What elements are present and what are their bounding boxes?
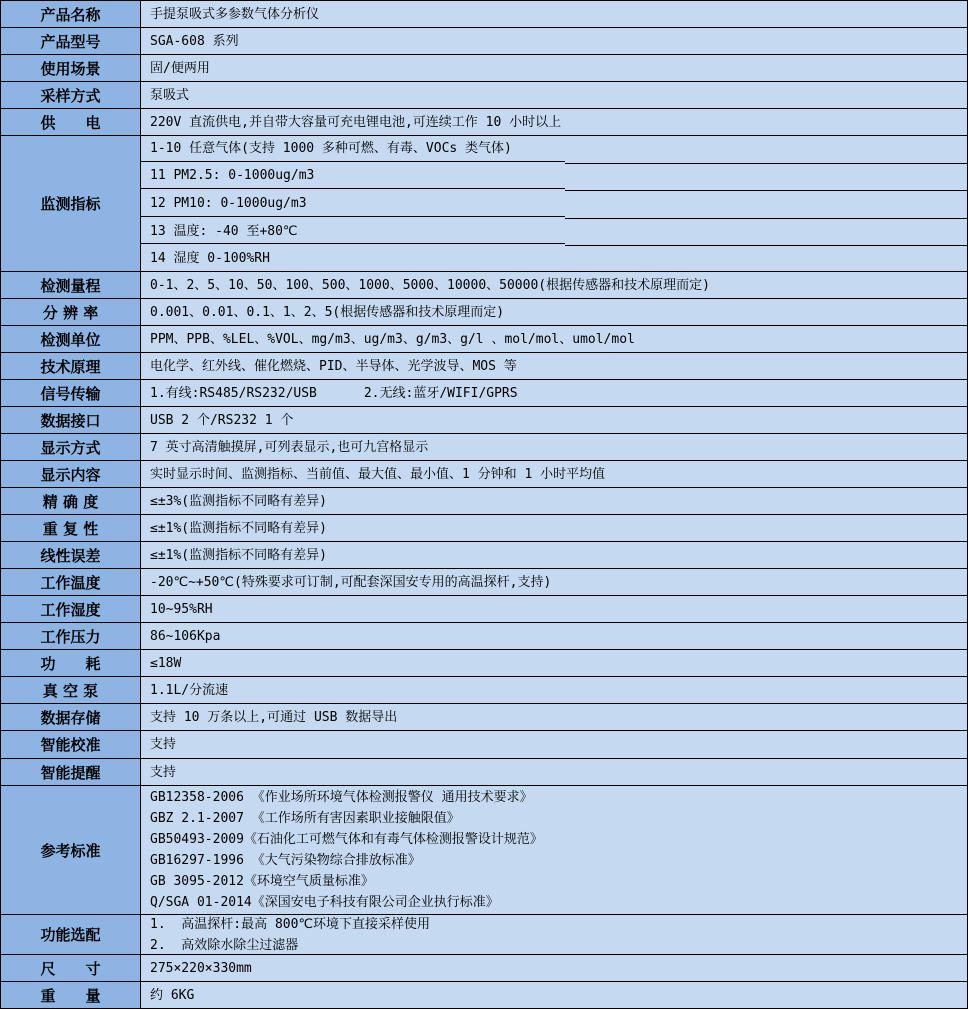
row-value: [141, 542, 967, 568]
row-label: 功 耗: [1, 650, 141, 676]
row-value-line: ≤18W: [150, 655, 182, 671]
table-row: [1, 569, 967, 596]
table-row: [1, 915, 967, 955]
row-value-line: 220V 直流供电,并自带大容量可充电锂电池,可连续工作 10 小时以上: [150, 114, 562, 130]
row-value-line: ≤±1%(监测指标不同略有差异): [150, 547, 327, 563]
row-value: [141, 407, 967, 433]
table-row: [1, 461, 967, 488]
row-label: 真 空 泵: [1, 677, 141, 703]
row-value-line: 275×220×330mm: [150, 960, 252, 976]
row-value: [141, 461, 967, 487]
divider-left-segment: [141, 243, 565, 244]
row-value-line: Q/SGA 01-2014《深国安电子科技有限公司企业执行标准》: [150, 895, 499, 910]
table-row: [1, 299, 967, 326]
row-label: 显示内容: [1, 461, 141, 487]
table-row: [1, 353, 967, 380]
row-label: 工作温度: [1, 569, 141, 595]
row-value-line: 1. 高温探杆:最高 800℃环境下直接采样使用: [150, 916, 431, 932]
row-value-line: 11 PM2.5: 0-1000ug/m3: [150, 168, 315, 184]
row-value-line: 2. 高效除水除尘过滤器: [150, 937, 299, 953]
row-value-line: GB16297-1996 《大气污染物综合排放标准》: [150, 853, 421, 868]
row-value-line: 支持: [150, 737, 177, 752]
row-label: 数据存储: [1, 704, 141, 730]
row-label: 重 复 性: [1, 515, 141, 541]
row-value-line: 固/便两用: [150, 60, 210, 76]
row-label: 尺 寸: [1, 955, 141, 981]
row-label: 产品型号: [1, 28, 141, 54]
table-row: [1, 955, 967, 982]
row-value-line: 约 6KG: [150, 987, 195, 1003]
table-row: [1, 786, 967, 915]
row-value: [141, 650, 967, 676]
row-label: 线性误差: [1, 542, 141, 568]
row-value-line: 0.001、0.01、0.1、1、2、5(根据传感器和技术原理而定): [150, 304, 505, 320]
row-label: 重 量: [1, 982, 141, 1008]
row-value: [141, 786, 967, 914]
row-label: 工作湿度: [1, 596, 141, 622]
row-value: [141, 136, 967, 271]
table-row: [1, 28, 967, 55]
row-value: [141, 596, 967, 622]
row-value: [141, 55, 967, 81]
divider-left-segment: [141, 216, 565, 217]
table-row: [1, 82, 967, 109]
table-row: [1, 542, 967, 569]
row-value: [141, 326, 967, 352]
table-row: [1, 136, 967, 272]
row-value: [141, 272, 967, 298]
row-label: 显示方式: [1, 434, 141, 460]
row-label: 产品名称: [1, 1, 141, 27]
row-value: [141, 731, 967, 758]
row-value-line: ≤±3%(监测指标不同略有差异): [150, 493, 327, 509]
divider-left-segment: [141, 188, 565, 189]
table-row: [1, 434, 967, 461]
row-value-line: GB50493-2009《石油化工可燃气体和有毒气体检测报警设计规范》: [150, 832, 543, 847]
row-value-line: 13 温度: -40 至+80℃: [150, 223, 298, 239]
row-value-line: 支持: [150, 764, 177, 780]
divider-left-segment: [141, 161, 565, 162]
table-row: [1, 380, 967, 407]
row-label: 信号传输: [1, 380, 141, 406]
row-value: [141, 1, 967, 27]
table-row: [1, 677, 967, 704]
table-row: [1, 55, 967, 82]
row-label: 监测指标: [1, 136, 141, 271]
row-label: 参考标准: [1, 786, 141, 914]
row-value-line: 1-10 任意气体(支持 1000 多种可燃、有毒、VOCs 类气体): [150, 140, 512, 156]
row-value: [141, 677, 967, 703]
row-value: [141, 569, 967, 595]
row-value: [141, 82, 967, 108]
row-value-line: 7 英寸高清触摸屏,可列表显示,也可九宫格显示: [150, 439, 429, 455]
row-value-line: 1.1L/分流速: [150, 682, 229, 698]
row-value: [141, 299, 967, 325]
table-row: [1, 515, 967, 542]
row-value-line: ≤±1%(监测指标不同略有差异): [150, 520, 327, 536]
row-value: [141, 109, 967, 135]
row-value-line: 14 湿度 0-100%RH: [150, 251, 270, 267]
row-value-line: 支持 10 万条以上,可通过 USB 数据导出: [150, 709, 398, 725]
row-value-line: GB12358-2006 《作业场所环境气体检测报警仪 通用技术要求》: [150, 790, 533, 805]
row-value-line: 0-1、2、5、10、50、100、500、1000、5000、10000、50000(根据传感器和技术原理而定): [150, 277, 710, 293]
table-row: [1, 650, 967, 677]
row-value-line: GBZ 2.1-2007 《工作场所有害因素职业接触限值》: [150, 811, 460, 826]
row-value-line: -20℃~+50℃(特殊要求可订制,可配套深国安专用的高温探杆,支持): [150, 574, 552, 590]
row-label: 智能校准: [1, 731, 141, 758]
row-label: 技术原理: [1, 353, 141, 379]
table-row: [1, 759, 967, 786]
row-label: 智能提醒: [1, 759, 141, 785]
row-label: 精 确 度: [1, 488, 141, 514]
table-row: [1, 109, 967, 136]
row-value: [141, 915, 967, 954]
row-label: 检测量程: [1, 272, 141, 298]
row-value: [141, 434, 967, 460]
row-label: 采样方式: [1, 82, 141, 108]
row-value-line: 86~106Kpa: [150, 628, 221, 644]
row-label: 工作压力: [1, 623, 141, 649]
row-value: [141, 955, 967, 981]
row-value-line: SGA-608 系列: [150, 33, 239, 49]
row-value-line: PPM、PPB、%LEL、%VOL、mg/m3、ug/m3、g/m3、g/l 、mol/mol、umol/mol: [150, 331, 635, 347]
table-row: [1, 596, 967, 623]
table-row: [1, 704, 967, 731]
row-value: [141, 704, 967, 730]
row-value: [141, 515, 967, 541]
row-value: [141, 28, 967, 54]
row-value-line: 手提泵吸式多参数气体分析仪: [150, 6, 320, 22]
table-row: [1, 731, 967, 759]
table-row: [1, 407, 967, 434]
table-row: [1, 488, 967, 515]
row-value-line: 电化学、红外线、催化燃烧、PID、半导体、光学波导、MOS 等: [150, 358, 517, 374]
row-label: 数据接口: [1, 407, 141, 433]
row-label: 供 电: [1, 109, 141, 135]
table-row: [1, 326, 967, 353]
table-row: [1, 1, 967, 28]
row-label: 检测单位: [1, 326, 141, 352]
row-value: [141, 380, 967, 406]
table-row: [1, 272, 967, 299]
row-label: 功能选配: [1, 915, 141, 954]
row-value: [141, 982, 967, 1008]
row-value-line: 1.有线:RS485/RS232/USB 2.无线:蓝牙/WIFI/GPRS: [150, 385, 518, 401]
row-value-line: GB 3095-2012《环境空气质量标准》: [150, 874, 374, 889]
row-label: 分 辨 率: [1, 299, 141, 325]
row-value: [141, 353, 967, 379]
row-value-line: 泵吸式: [150, 87, 190, 103]
row-label: 使用场景: [1, 55, 141, 81]
row-value: [141, 488, 967, 514]
row-value: [141, 759, 967, 785]
row-value-line: USB 2 个/RS232 1 个: [150, 412, 294, 428]
row-value-line: 实时显示时间、监测指标、当前值、最大值、最小值、1 分钟和 1 小时平均值: [150, 466, 606, 482]
table-row: [1, 623, 967, 650]
row-value-line: 10~95%RH: [150, 601, 213, 617]
row-value-line: 12 PM10: 0-1000ug/m3: [150, 195, 307, 211]
table-row: [1, 982, 967, 1009]
row-value: [141, 623, 967, 649]
